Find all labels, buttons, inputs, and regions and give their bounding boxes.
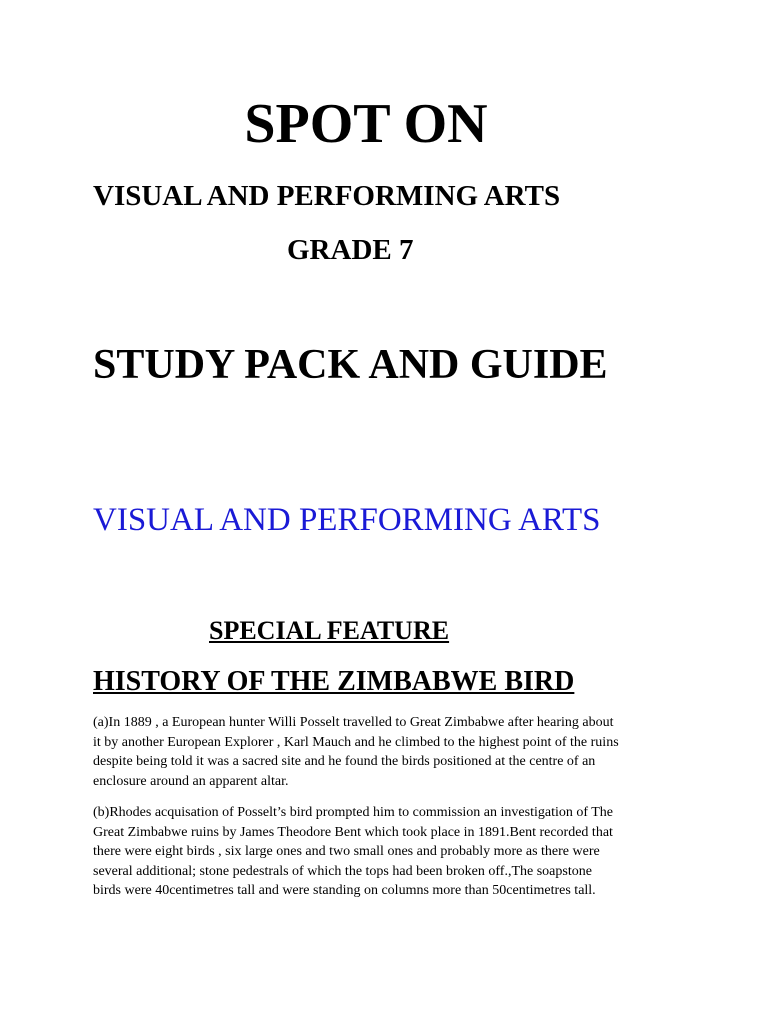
paragraph-line: enclosure around an apparent altar. bbox=[93, 773, 289, 789]
section-heading: HISTORY OF THE ZIMBABWE BIRD bbox=[93, 666, 575, 697]
subject-heading: VISUAL AND PERFORMING ARTS bbox=[93, 180, 561, 212]
paragraph-line: it by another European Explorer , Karl Mauch and he climbed to the highest point of the ruins bbox=[93, 734, 619, 750]
paragraph-a bbox=[93, 713, 683, 791]
grade-heading: GRADE 7 bbox=[287, 234, 414, 266]
paragraph-line: birds were 40centimetres tall and were standing on columns more than 50centimetres tall. bbox=[93, 883, 596, 899]
paragraph-line: despite being told it was a sacred site and he found the birds positioned at the centre of an bbox=[93, 754, 596, 770]
paragraph-b bbox=[93, 803, 683, 901]
paragraph-line: there were eight birds , six large ones and two small ones and probably more as there were bbox=[93, 844, 600, 860]
paragraph-line: Great Zimbabwe ruins by James Theodore Bent which took place in 1891.Bent recorded that bbox=[93, 824, 613, 840]
special-feature-heading: SPECIAL FEATURE bbox=[209, 616, 450, 645]
paragraph-line: (a)In 1889 , a European hunter Willi Posselt travelled to Great Zimbabwe after hearing about bbox=[93, 715, 614, 730]
study-pack-heading: STUDY PACK AND GUIDE bbox=[93, 342, 608, 388]
paragraph-line: (b)Rhodes acquisation of Posselt’s bird prompted him to commission an investigation of The bbox=[93, 805, 614, 820]
subject-highlight-heading: VISUAL AND PERFORMING ARTS bbox=[93, 502, 601, 538]
document-title: SPOT ON bbox=[244, 93, 488, 155]
paragraph-line: several additional; stone pedestrals of which the tops had been broken off.,The soapstone bbox=[93, 863, 592, 879]
